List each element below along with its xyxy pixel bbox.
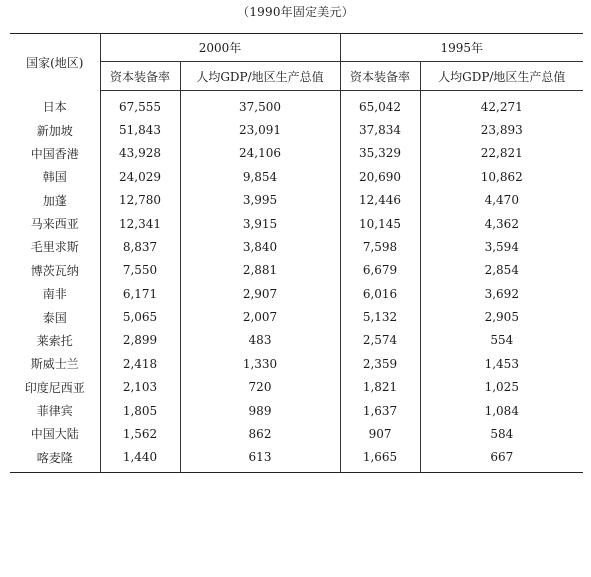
table-caption: （1990年固定美元） [237, 5, 354, 19]
capital-2000-cell: 8,837 [100, 235, 180, 258]
gdp-1995-cell: 22,821 [480, 146, 523, 161]
capital-1995-cell: 6,016 [340, 282, 420, 305]
country-cell: 日本 [10, 91, 100, 119]
capital-2000-cell: 51,843 [100, 118, 180, 141]
capital-2000-cell: 2,899 [100, 329, 180, 352]
gdp-2000-cell: 989 [180, 399, 340, 422]
country-cell: 韩国 [10, 165, 100, 188]
capital-2000-cell: 12,341 [100, 212, 180, 235]
capital-2000-cell: 1,805 [100, 399, 180, 422]
country-column-header: 国家(地区) [10, 34, 100, 91]
table-body [10, 91, 583, 473]
capital-2000-cell: 7,550 [100, 259, 180, 282]
gdp-1995-cell: 1,084 [484, 403, 519, 418]
country-cell: 新加坡 [10, 118, 100, 141]
table-row [10, 142, 583, 165]
country-cell: 博茨瓦纳 [10, 259, 100, 282]
gdp-1995-cell: 554 [490, 333, 514, 348]
table-row [10, 422, 583, 445]
year-2000-group-header: 2000年 [100, 34, 340, 62]
gdp-2000-cell: 23,091 [180, 118, 340, 141]
table-row [10, 282, 583, 305]
capital-1995-cell: 2,574 [340, 329, 420, 352]
capital-2000-cell: 67,555 [100, 91, 180, 119]
table-row [10, 91, 583, 119]
country-cell: 毛里求斯 [10, 235, 100, 258]
capital-1995-cell: 1,637 [340, 399, 420, 422]
gdp-2000-cell: 9,854 [180, 165, 340, 188]
table-row [10, 212, 583, 235]
capital-1995-cell: 12,446 [340, 189, 420, 212]
gdp-2000-cell: 3,995 [180, 189, 340, 212]
gdp-2000-cell: 3,915 [180, 212, 340, 235]
gdp-2000-cell: 2,881 [180, 259, 340, 282]
capital-2000-cell: 5,065 [100, 305, 180, 328]
gdp-2000-cell: 613 [180, 446, 340, 473]
gdp-1995-cell: 3,594 [484, 239, 519, 254]
gdp-1995-cell: 4,470 [484, 193, 519, 208]
table-row [10, 189, 583, 212]
gdp-1995-cell: 42,271 [480, 99, 523, 114]
gdp-2000-cell: 1,330 [180, 352, 340, 375]
capital-2000-cell: 2,103 [100, 376, 180, 399]
gdp-2000-header: 人均GDP/地区生产总值 [180, 62, 340, 91]
table-row [10, 329, 583, 352]
capital-2000-cell: 1,440 [100, 446, 180, 473]
table-row [10, 305, 583, 328]
capital-2000-cell: 12,780 [100, 189, 180, 212]
gdp-1995-cell: 2,905 [484, 310, 519, 325]
table-row [10, 399, 583, 422]
gdp-1995-cell: 584 [490, 426, 514, 441]
capital-1995-header: 资本装备率 [340, 62, 420, 91]
country-cell: 中国香港 [10, 142, 100, 165]
gdp-1995-cell: 23,893 [480, 123, 523, 138]
table-row [10, 352, 583, 375]
gdp-1995-cell: 1,453 [484, 356, 519, 371]
capital-1995-cell: 907 [340, 422, 420, 445]
gdp-1995-cell: 10,862 [480, 169, 523, 184]
capital-1995-cell: 2,359 [340, 352, 420, 375]
table-row [10, 376, 583, 399]
gdp-1995-cell: 3,692 [484, 286, 519, 301]
gdp-2000-cell: 483 [180, 329, 340, 352]
table-row [10, 446, 583, 473]
country-cell: 印度尼西亚 [10, 376, 100, 399]
capital-2000-cell: 2,418 [100, 352, 180, 375]
capital-1995-cell: 10,145 [340, 212, 420, 235]
country-cell: 菲律宾 [10, 399, 100, 422]
capital-2000-cell: 6,171 [100, 282, 180, 305]
capital-2000-cell: 1,562 [100, 422, 180, 445]
gdp-2000-cell: 3,840 [180, 235, 340, 258]
capital-1995-cell: 35,329 [340, 142, 420, 165]
capital-gdp-table [10, 33, 583, 473]
capital-1995-cell: 7,598 [340, 235, 420, 258]
gdp-2000-cell: 2,007 [180, 305, 340, 328]
capital-2000-cell: 43,928 [100, 142, 180, 165]
country-cell: 马来西亚 [10, 212, 100, 235]
year-1995-group-header: 1995年 [340, 34, 583, 62]
table-row [10, 235, 583, 258]
gdp-1995-cell: 1,025 [484, 380, 519, 395]
capital-1995-cell: 37,834 [340, 118, 420, 141]
capital-1995-cell: 65,042 [340, 91, 420, 119]
table-row [10, 259, 583, 282]
capital-2000-cell: 24,029 [100, 165, 180, 188]
table-row [10, 118, 583, 141]
country-cell: 加蓬 [10, 189, 100, 212]
capital-1995-cell: 1,821 [340, 376, 420, 399]
gdp-1995-cell: 4,362 [484, 216, 519, 231]
table-row [10, 165, 583, 188]
country-cell: 南非 [10, 282, 100, 305]
capital-1995-cell: 5,132 [340, 305, 420, 328]
gdp-1995-header: 人均GDP/地区生产总值 [420, 62, 583, 91]
country-cell: 中国大陆 [10, 422, 100, 445]
country-cell: 斯威士兰 [10, 352, 100, 375]
country-cell: 莱索托 [10, 329, 100, 352]
gdp-2000-cell: 24,106 [180, 142, 340, 165]
gdp-1995-cell: 2,854 [484, 263, 519, 278]
capital-1995-cell: 6,679 [340, 259, 420, 282]
capital-1995-cell: 20,690 [340, 165, 420, 188]
gdp-2000-cell: 862 [180, 422, 340, 445]
capital-1995-cell: 1,665 [340, 446, 420, 473]
gdp-2000-cell: 2,907 [180, 282, 340, 305]
gdp-2000-cell: 720 [180, 376, 340, 399]
gdp-2000-cell: 37,500 [180, 91, 340, 119]
gdp-1995-cell: 667 [490, 450, 514, 465]
capital-2000-header: 资本装备率 [100, 62, 180, 91]
country-cell: 喀麦隆 [10, 446, 100, 473]
country-cell: 泰国 [10, 305, 100, 328]
